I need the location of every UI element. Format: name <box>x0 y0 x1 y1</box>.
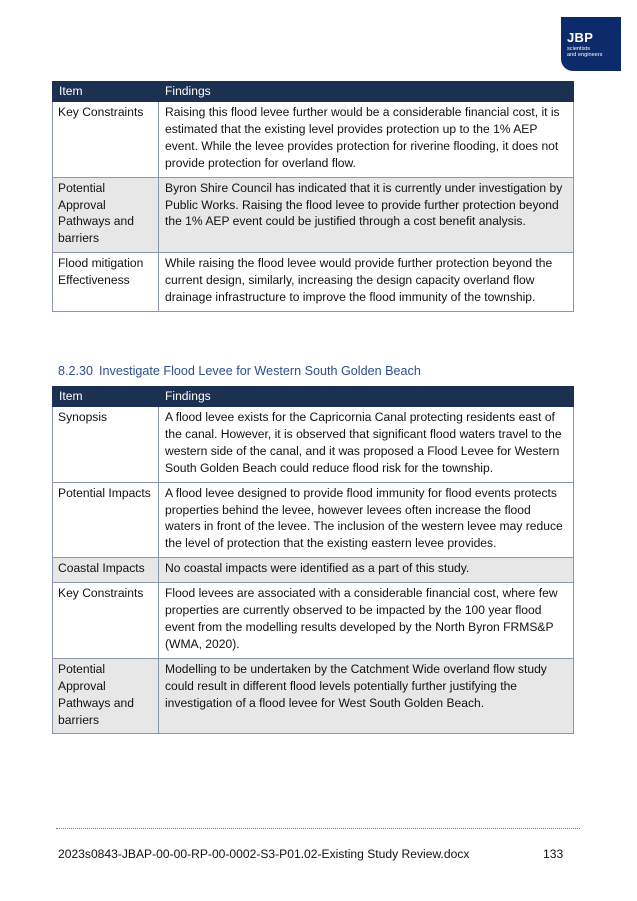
table-row <box>53 253 574 312</box>
header-findings: Findings <box>159 387 574 407</box>
row-findings: Modelling to be undertaken by the Catchment Wide overland flow study could result in different flood levels potentially further justifying the investigation of a flood levee for West South Golden Beach. <box>159 658 574 734</box>
row-findings: Byron Shire Council has indicated that it is currently under investigation by Public Works. Raising the flood levee to provide further protection beyond the 1% AEP event could be justified through a cost benefit analysis. <box>159 177 574 253</box>
table-row <box>53 558 574 583</box>
logo-brand: JBP <box>567 30 594 45</box>
header-item: Item <box>53 387 159 407</box>
row-item: Synopsis <box>53 407 159 483</box>
section-title: Investigate Flood Levee for Western South Golden Beach <box>99 364 421 378</box>
row-findings: While raising the flood levee would provide further protection beyond the current design, similarly, increasing the design capacity overland flow drainage infrastructure to improve the flood immunity of the township. <box>159 253 574 312</box>
footer-divider <box>56 828 580 829</box>
header-item: Item <box>53 82 159 102</box>
row-item: Key Constraints <box>53 102 159 178</box>
logo-tagline-line1: scientists <box>567 46 591 52</box>
section-number: 8.2.30 <box>58 364 94 378</box>
table-row <box>53 482 574 558</box>
findings-table-levee-raise <box>52 81 574 312</box>
table-header-row <box>53 387 574 407</box>
logo-tagline <box>567 46 602 58</box>
section-heading <box>58 364 421 378</box>
table-row <box>53 583 574 659</box>
findings-table-western-levee <box>52 386 574 734</box>
logo-tagline-line2: and engineers <box>567 52 603 59</box>
row-item: Potential Approval Pathways and barriers <box>53 177 159 253</box>
header-findings: Findings <box>159 82 574 102</box>
table-row <box>53 407 574 483</box>
row-item: Potential Approval Pathways and barriers <box>53 658 159 734</box>
row-item: Key Constraints <box>53 583 159 659</box>
row-findings: No coastal impacts were identified as a part of this study. <box>159 558 574 583</box>
row-item: Potential Impacts <box>53 482 159 558</box>
table-row <box>53 658 574 734</box>
row-findings: A flood levee exists for the Capricornia Canal protecting residents east of the canal. However, it is observed that significant flood waters travel to the western side of the canal, and it was proposed a Flood Levee for Western South Golden Beach could reduce flood risk for the township. <box>159 407 574 483</box>
row-findings: Raising this flood levee further would be a considerable financial cost, it is estimated that the existing level provides protection up to the 1% AEP event. While the levee provides protection for riverine flooding, it does not provide protection for overland flow. <box>159 102 574 178</box>
footer-page-number: 133 <box>543 847 564 861</box>
table-header-row <box>53 82 574 102</box>
table-row <box>53 177 574 253</box>
row-item: Coastal Impacts <box>53 558 159 583</box>
row-findings: A flood levee designed to provide flood immunity for flood events protects properties behind the levee, however levees often increase the flood waters in front of the levee. The inclusion of the western levee may reduce the level of protection that the existing eastern levee provides. <box>159 482 574 558</box>
row-findings: Flood levees are associated with a considerable financial cost, where few properties are currently observed to be impacted by the 100 year flood event from the modelling results developed by the North Byron FRMS&P (WMA, 2020). <box>159 583 574 659</box>
jbp-logo <box>561 17 621 71</box>
footer-document-name: 2023s0843-JBAP-00-00-RP-00-0002-S3-P01.02-Existing Study Review.docx <box>58 847 470 861</box>
row-item: Flood mitigation Effectiveness <box>53 253 159 312</box>
table-row <box>53 102 574 178</box>
